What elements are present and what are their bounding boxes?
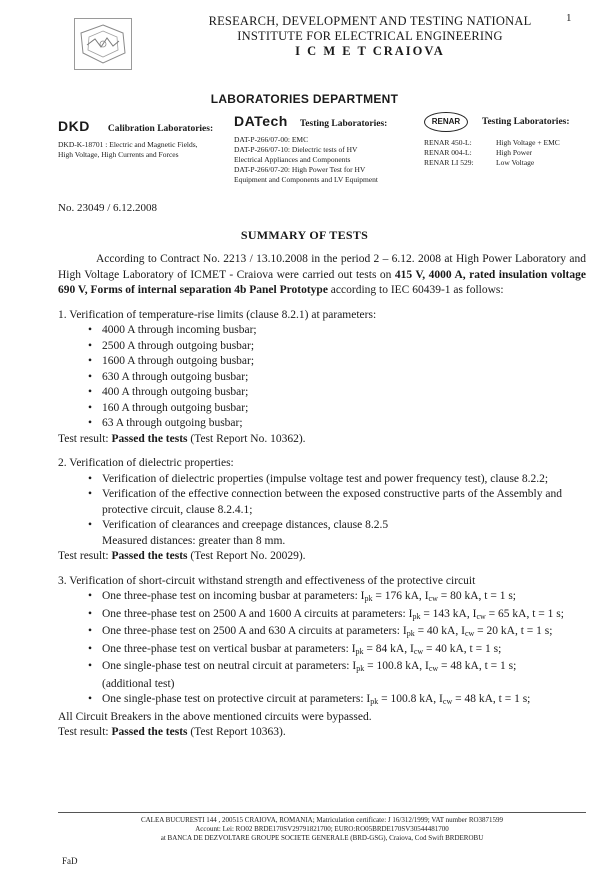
datech-item: DAT-P-266/07-20: High Power Test for HV bbox=[234, 165, 366, 174]
institute-name-line1: RESEARCH, DEVELOPMENT AND TESTING NATIONAL bbox=[208, 14, 532, 28]
footer-address: CALEA BUCURESTI 144 , 200515 CRAIOVA, ROMANIA; Matriculation certificate: J 16/312/1999; VAT number RO3871599 bbox=[140, 816, 504, 824]
dkd-line: High Voltage, High Currents and Forces bbox=[58, 150, 179, 159]
list-item: • Verification of the effective connection between the exposed constructive parts of the Assembly and protective circuit, clause 8.2.4.1; bbox=[88, 487, 586, 518]
summary-title: SUMMARY OF TESTS bbox=[240, 228, 369, 242]
author-initials: FaD bbox=[62, 856, 78, 866]
department-title: LABORATORIES DEPARTMENT bbox=[210, 92, 399, 106]
datech-item: Equipment and Components and LV Equipment bbox=[234, 175, 378, 184]
datech-item: DAT-P-266/07-10: Dielectric tests of HV bbox=[234, 145, 358, 154]
bullet-list bbox=[88, 472, 586, 550]
list-item: • 160 A through outgoing busbar; bbox=[88, 401, 586, 417]
renar-code: RENAR 004-L: bbox=[424, 148, 472, 157]
list-item: • 4000 A through incoming busbar; bbox=[88, 323, 586, 339]
renar-desc: High Power bbox=[496, 148, 533, 157]
renar-logo: RENAR bbox=[424, 112, 468, 132]
list-item: • Verification of dielectric properties (impulse voltage test and power frequency test), clause 8.2.2; bbox=[88, 472, 586, 488]
institute-name-line2: INSTITUTE FOR ELECTRICAL ENGINEERING bbox=[237, 29, 503, 43]
dkd-title: Calibration Laboratories: bbox=[107, 124, 214, 134]
icmet-logo bbox=[74, 18, 132, 70]
list-item: • 630 A through outgoing busbar; bbox=[88, 370, 586, 386]
section-heading: 2. Verification of dielectric properties: bbox=[58, 457, 234, 469]
list-item: • 1600 A through outgoing busbar; bbox=[88, 354, 586, 370]
footer-account: Account: Lei: RO02 BRDE170SV29791821700; EURO:RO05BRDE170SV30544481700 bbox=[195, 825, 449, 833]
product-description: 415 V, 4000 A, rated insulation voltage 690 V, Forms of internal separation 4b Panel Prototype bbox=[58, 268, 586, 296]
bullet-list bbox=[88, 323, 586, 432]
document-body bbox=[58, 252, 586, 741]
renar-desc: High Voltage + EMC bbox=[496, 138, 560, 147]
test-result: Test result: Passed the tests (Test Report No. 10362). bbox=[58, 432, 306, 445]
datech-item: Electrical Appliances and Components bbox=[234, 155, 351, 164]
test-result: Test result: Passed the tests (Test Report 10363). bbox=[58, 726, 286, 738]
institute-header bbox=[180, 14, 560, 59]
datech-accreditation bbox=[234, 113, 414, 185]
page-number: 1 bbox=[566, 12, 572, 24]
renar-title: Testing Laboratories: bbox=[482, 117, 570, 127]
list-item: • One three-phase test on 2500 A and 630 A circuits at parameters: $I_{pk} = 40$ kA, $I_{cw} = 20$ kA, t = 1 s; bbox=[88, 624, 586, 642]
dkd-logo: DKD bbox=[58, 118, 90, 134]
bypass-note: All Circuit Breakers in the above mentioned circuits were bypassed. bbox=[58, 710, 372, 723]
dkd-line: DKD-K-18701 : Electric and Magnetic Fields, bbox=[58, 140, 198, 149]
renar-code: RENAR LI 529: bbox=[424, 158, 474, 167]
document-footer bbox=[58, 812, 586, 843]
section-short-circuit bbox=[58, 574, 586, 741]
section-heading: 1. Verification of temperature-rise limits (clause 8.2.1) at parameters: bbox=[58, 308, 377, 321]
list-item: • One three-phase test on incoming busbar at parameters: $I_{pk} = 176$ kA, $I_{cw} = 80$ kA, t = 1 s; bbox=[88, 589, 586, 607]
list-item: • One three-phase test on 2500 A and 1600 A circuits at parameters: $I_{pk} = 143$ kA, $I_{cw} = 65$ kA, t = 1 s; bbox=[88, 607, 586, 625]
list-item: • One single-phase test on neutral circuit at parameters: $I_{pk} = 100.8$ kA, $I_{cw} = 48$ kA, t = 1 s; (additional test) bbox=[88, 659, 586, 692]
renar-accreditation bbox=[424, 112, 584, 168]
bullet-list bbox=[88, 589, 586, 710]
renar-desc: Low Voltage bbox=[496, 158, 535, 167]
institute-emblem-icon bbox=[75, 19, 131, 69]
list-item: • Verification of clearances and creepage distances, clause 8.2.5 Measured distances: greater than 8 mm. bbox=[88, 518, 586, 549]
intro-paragraph: According to Contract No. 2213 / 13.10.2008 in the period 2 – 6.12. 2008 at High Power Laboratory and High Voltage Laboratory of ICMET - Craiova were carried out tests on 415 V, 4000 A, rated insulation voltage 690 V, Forms of internal separation 4b Panel Prototype according to IEC 60439-1 as follows: bbox=[58, 253, 586, 296]
measured-distances: Measured distances: greater than 8 mm. bbox=[102, 534, 286, 547]
section-dielectric bbox=[58, 456, 586, 565]
list-item: • One single-phase test on protective circuit at parameters: $I_{pk} = 100.8$ kA, $I_{cw} = 48$ kA, t = 1 s; bbox=[88, 692, 586, 710]
dkd-accreditation bbox=[58, 118, 228, 160]
test-result: Test result: Passed the tests (Test Report No. 20029). bbox=[58, 550, 306, 562]
datech-logo: DATech bbox=[234, 113, 288, 129]
datech-item: DAT-P-266/07-00: EMC bbox=[234, 135, 309, 144]
footer-bank: at BANCA DE DEZVOLTARE GROUPE SOCIETE GENERALE (BRD-GSG), Craiova, Cod Swift BRDEROBU bbox=[160, 834, 484, 842]
section-temperature-rise bbox=[58, 308, 586, 448]
list-item: • One three-phase test on vertical busbar at parameters: $I_{pk} = 84$ kA, $I_{cw} = 40$ kA, t = 1 s; bbox=[88, 642, 586, 660]
institute-name-line3: I C M E T CRAIOVA bbox=[295, 44, 445, 58]
list-item: • 63 A through outgoing busbar; bbox=[88, 416, 586, 432]
list-item: • 400 A through outgoing busbar; bbox=[88, 385, 586, 401]
section-heading: 3. Verification of short-circuit withstand strength and effectiveness of the protective circuit bbox=[58, 574, 476, 587]
list-item: • 2500 A through outgoing busbar; bbox=[88, 339, 586, 355]
renar-code: RENAR 450-L: bbox=[424, 138, 472, 147]
datech-title: Testing Laboratories: bbox=[299, 119, 388, 129]
document-number: No. 23049 / 6.12.2008 bbox=[58, 202, 157, 214]
